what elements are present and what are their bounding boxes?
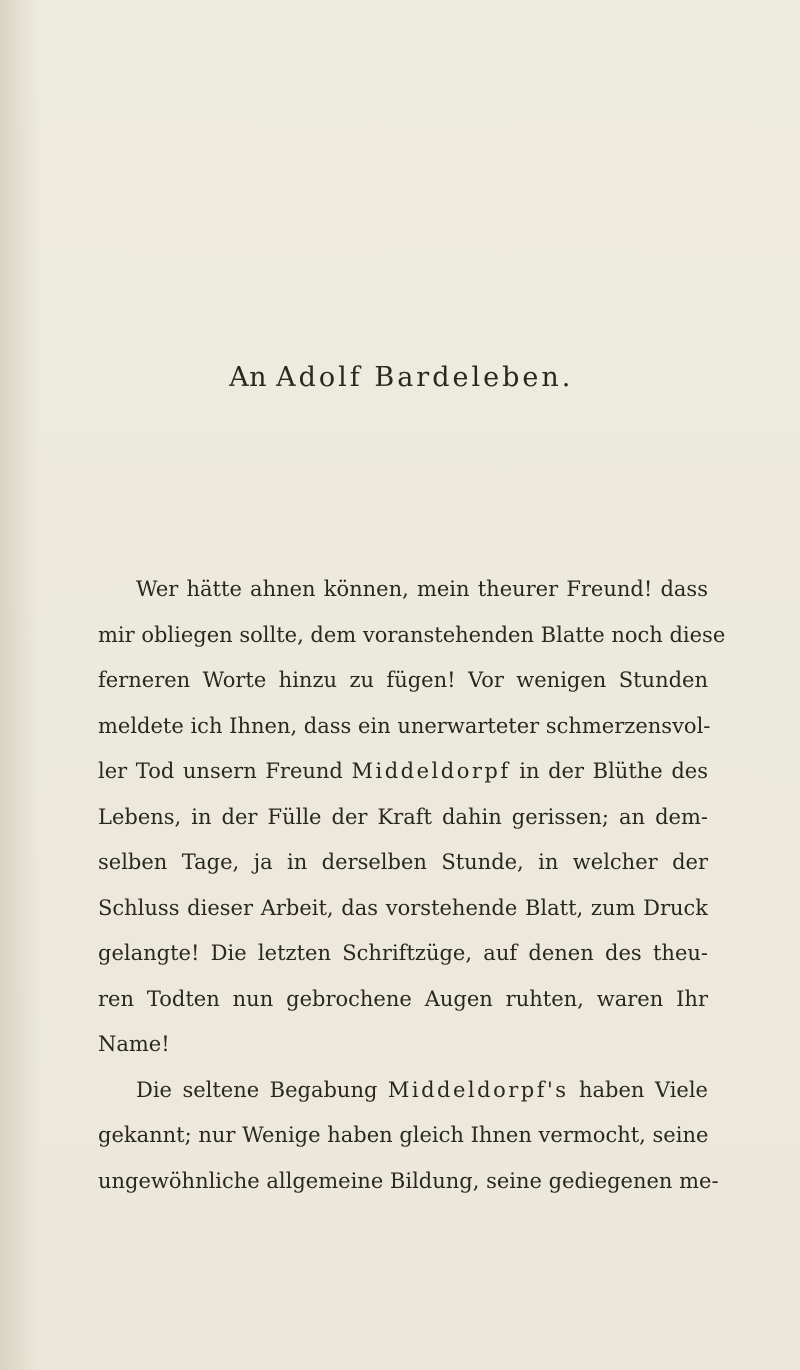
text-line: gelangte! Die letzten Schriftzüge, auf denen des theu- bbox=[98, 941, 708, 965]
heading-prefix: An bbox=[229, 362, 277, 393]
text-line: Name! bbox=[98, 1032, 170, 1056]
text-line: ungewöhnliche allgemeine Bildung, seine gediegenen me- bbox=[98, 1168, 719, 1193]
text-line: Schluss dieser Arbeit, das vorstehende Blatt, zum Druck bbox=[98, 895, 708, 920]
text-line: gekannt; nur Wenige haben gleich Ihnen vermocht, seine bbox=[98, 1123, 709, 1147]
text-line: mir obliegen sollte, dem voranstehenden Blatte noch diese bbox=[98, 622, 726, 647]
text-line: meldete ich Ihnen, dass ein unerwarteter schmerzensvol- bbox=[98, 713, 711, 738]
text-line: ferneren Worte hinzu zu fügen! Vor wenigen Stunden bbox=[98, 668, 708, 692]
emphasized-name: Middeldorpf's bbox=[387, 1077, 569, 1102]
text-line: ren Todten nun gebrochene Augen ruhten, waren Ihr bbox=[98, 986, 708, 1011]
text-segment: ler Tod unsern Freund bbox=[98, 759, 352, 783]
heading-suffix: . bbox=[561, 362, 571, 393]
emphasized-name: Middeldorpf bbox=[351, 759, 511, 783]
text-line: Wer hätte ahnen können, mein theurer Freund! dass bbox=[136, 577, 708, 601]
body-text bbox=[98, 567, 726, 1204]
text-line: selben Tage, ja in derselben Stunde, in welcher der bbox=[98, 850, 708, 874]
text-line bbox=[98, 749, 708, 795]
text-line: Lebens, in der Fülle der Kraft dahin gerissen; an dem- bbox=[98, 804, 708, 829]
dedication-heading bbox=[0, 362, 800, 393]
heading-name: Adolf Bardeleben bbox=[276, 362, 562, 393]
text-line bbox=[98, 1068, 708, 1114]
text-segment: Die seltene Begabung bbox=[136, 1077, 388, 1102]
text-segment: in der Blüthe des bbox=[510, 759, 708, 783]
text-segment: haben Viele bbox=[568, 1077, 708, 1102]
